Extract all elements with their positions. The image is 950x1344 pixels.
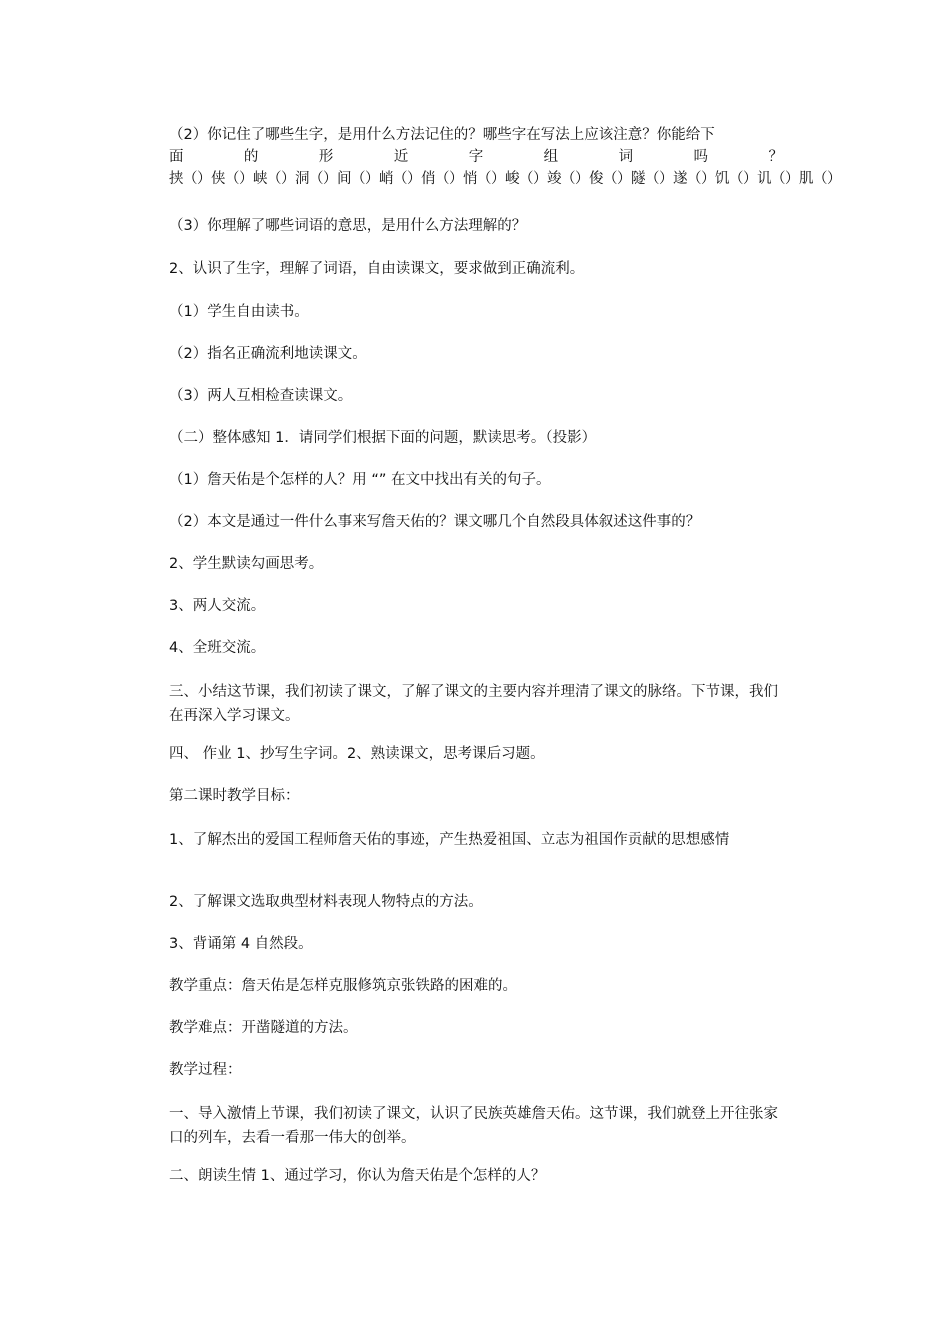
character-list: 挟（）侠（）峡（）洞（）间（）峭（）俏（）悄（）峻（）竣（）俊（）隧（）遂（）饥（）讥（）肌（） [169, 171, 841, 187]
paragraph-sub-1: （1）学生自由读书。 [169, 304, 309, 320]
key-point: 教学重点：詹天佑是怎样克服修筑京张铁路的困难的。 [169, 978, 517, 994]
objective-1: 1、了解杰出的爱国工程师詹天佑的事迹，产生热爱祖国、立志为祖国作贡献的思想感情 [169, 832, 730, 848]
process-heading: 教学过程： [169, 1062, 242, 1078]
paragraph-question-2-cont: 面 的 形 近 字 组 词 吗 ？ [169, 149, 783, 165]
paragraph-question-2: （2）你记住了哪些生字，是用什么方法记住的？哪些字在写法上应该注意？你能给下 [169, 127, 715, 143]
paragraph-question-3: （3）你理解了哪些词语的意思，是用什么方法理解的？ [169, 218, 527, 234]
paragraph-sub-3: （3）两人互相检查读课文。 [169, 388, 353, 404]
paragraph-step-class: 4、全班交流。 [169, 640, 266, 656]
objective-2: 2、了解课文选取典型材料表现人物特点的方法。 [169, 894, 483, 910]
paragraph-step-pair: 3、两人交流。 [169, 598, 266, 614]
section-heading-lesson-2: 第二课时教学目标： [169, 788, 300, 804]
process-step-2: 二、朗读生情 1、通过学习，你认为詹天佑是个怎样的人？ [169, 1168, 546, 1184]
process-step-1: 一、导入激情上节课，我们初读了课文，认识了民族英雄詹天佑。这节课，我们就登上开往张家口的列车，去看一看那一伟大的创举。 [169, 1106, 778, 1146]
paragraph-step-2: 2、认识了生字，理解了词语，自由读课文，要求做到正确流利。 [169, 261, 585, 277]
paragraph-question-a: （1）詹天佑是个怎样的人？用 “” 在文中找出有关的句子。 [169, 472, 551, 488]
paragraph-summary: 三、小结这节课，我们初读了课文，了解了课文的主要内容并理清了课文的脉络。下节课，我们在再深入学习课文。 [169, 684, 778, 724]
paragraph-step-read: 2、学生默读勾画思考。 [169, 556, 324, 572]
objective-3: 3、背诵第 4 自然段。 [169, 936, 313, 952]
paragraph-overall: （二）整体感知 1．请同学们根据下面的问题，默读思考。（投影） [169, 430, 597, 446]
paragraph-homework: 四、 作业 1、抄写生字词。2、熟读课文，思考课后习题。 [169, 746, 545, 762]
paragraph-question-b: （2）本文是通过一件什么事来写詹天佑的？课文哪几个自然段具体叙述这件事的？ [169, 514, 701, 530]
difficult-point: 教学难点：开凿隧道的方法。 [169, 1020, 358, 1036]
paragraph-sub-2: （2）指名正确流利地读课文。 [169, 346, 367, 362]
